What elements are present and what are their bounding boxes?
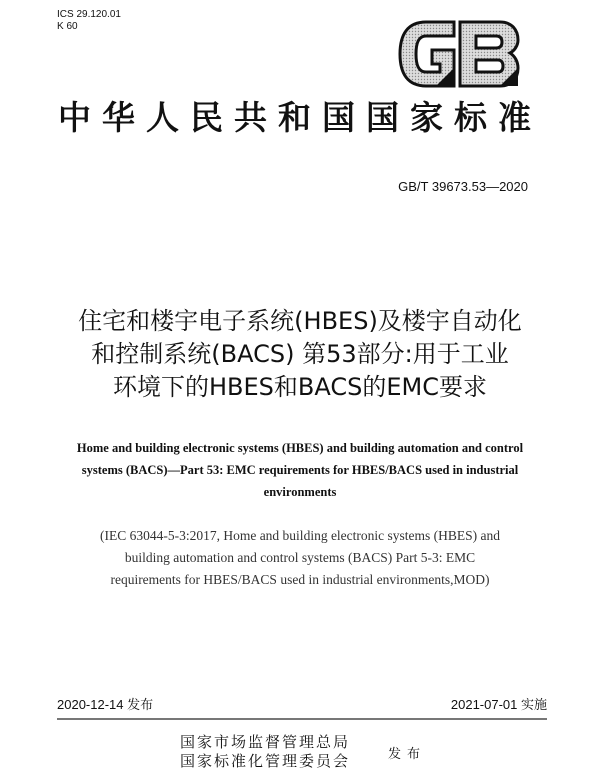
adoption-note	[60, 525, 540, 591]
chinese-title-line: 环境下的HBES和BACS的EMC要求	[113, 373, 487, 401]
chinese-title-line: 和控制系统(BACS) 第53部分:用于工业	[91, 340, 509, 368]
english-title	[60, 437, 540, 503]
publisher: 国家标准化管理委员会	[180, 752, 351, 770]
adoption-line: building automation and control systems (BACS) Part 5-3: EMC	[124, 550, 476, 565]
divider	[57, 718, 547, 720]
publisher: 国家市场监督管理总局	[180, 733, 351, 751]
gb-logo	[396, 18, 522, 90]
issue-date: 2020-12-14 发布	[57, 697, 154, 712]
standard-number: GB/T 39673.53—2020	[398, 179, 528, 194]
chinese-title-line: 住宅和楼宇电子系统(HBES)及楼宇自动化	[78, 307, 522, 335]
adoption-line: (IEC 63044-5-3:2017, Home and building electronic systems (HBES) and	[99, 528, 501, 543]
classification-codes	[57, 9, 121, 33]
adoption-line: requirements for HBES/BACS used in industrial environments,MOD)	[110, 572, 490, 587]
publish-label: 发布	[388, 747, 427, 762]
national-standard-heading: 中华人民共和国国家标准	[58, 98, 542, 137]
english-title-line: environments	[263, 485, 337, 499]
chinese-title	[0, 305, 600, 404]
ics-code: ICS 29.120.01	[57, 9, 121, 20]
implementation-date: 2021-07-01 实施	[450, 697, 547, 712]
english-title-line: systems (BACS)—Part 53: EMC requirements for HBES/BACS used in industrial	[81, 463, 519, 477]
ccs-code: K 60	[57, 21, 78, 32]
english-title-line: Home and building electronic systems (HBES) and building automation and control	[76, 441, 524, 455]
publishers	[180, 733, 350, 771]
